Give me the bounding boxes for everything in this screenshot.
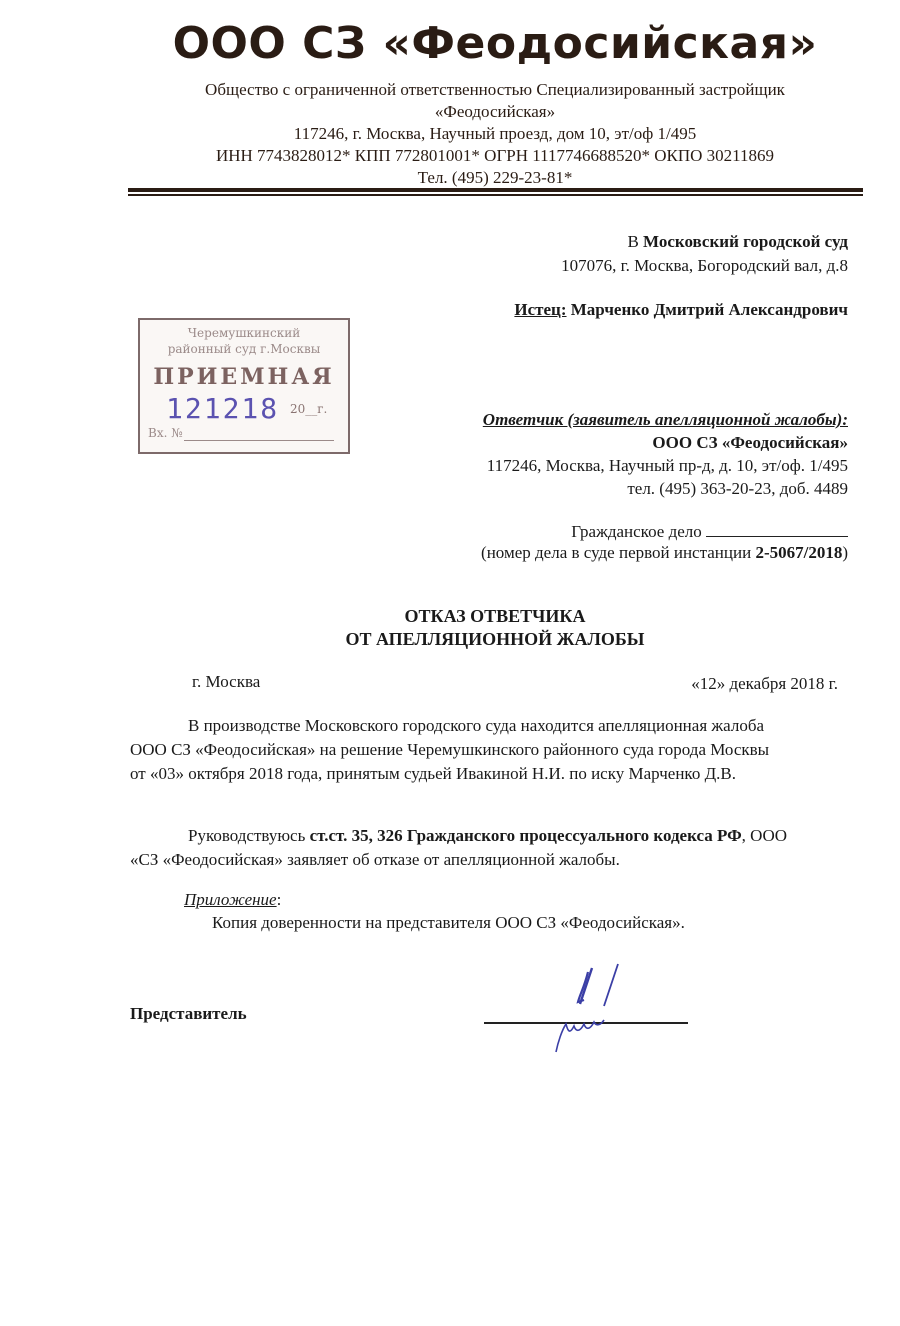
stamp-year: 20__г. [290,402,328,416]
attachment-colon: : [276,890,282,909]
paragraph-2 [130,824,848,872]
document-title-line1: ОТКАЗ ОТВЕТЧИКА [404,606,586,626]
handwritten-signature-icon [540,960,650,1056]
stamp-title: ПРИЕМНАЯ [153,364,335,390]
company-title: ООО СЗ «Феодосийская» [172,18,818,69]
letterhead-divider-thin [128,194,863,196]
addressee-court-name: Московский городской суд [643,232,848,251]
paragraph-1 [130,714,848,786]
first-instance-case [481,543,848,563]
first-instance-prefix: (номер дела в суде первой инстанции [481,543,752,562]
case-number-line [571,520,848,542]
defendant-phone: тел. (495) 363-20-23, доб. 4489 [627,479,848,498]
paragraph-2-prefix: Руководствуюсь [188,826,306,845]
defendant-name: ООО СЗ «Феодосийская» [652,433,848,452]
defendant-label: Ответчик (заявитель апелляционной жалобы): [482,410,848,429]
plaintiff-name: Марченко Дмитрий Александрович [570,300,848,319]
paragraph-2-line2: «СЗ «Феодосийская» заявляет об отказе от апелляционной жалобы. [130,850,620,869]
attachment-label: Приложение [184,890,277,909]
first-instance-number: 2-5067/2018 [755,543,843,562]
plaintiff-block [514,300,848,320]
paragraph-1-line3: от «03» октября 2018 года, принятым судьей Ивакиной Н.И. по иску Марченко Д.В. [130,764,737,783]
document-title-line2: ОТ АПЕЛЛЯЦИОННОЙ ЖАЛОБЫ [345,629,645,649]
company-address: 117246, г. Москва, Научный проезд, дом 10, эт/оф 1/495 [293,124,697,143]
document-city: г. Москва [192,672,261,691]
stamp-incoming-label: Вх. № [148,426,183,440]
plaintiff-label: Истец: [514,300,567,319]
addressee-court-address: 107076, г. Москва, Богородский вал, д.8 [561,256,848,275]
document-date: «12» декабря 2018 г. [691,674,838,693]
paragraph-1-line2: ООО СЗ «Феодосийская» на решение Черемушкинского районного суда города Москвы [130,740,770,759]
reception-stamp [138,318,350,454]
paragraph-2-line1 [130,824,848,848]
first-instance-suffix: ) [842,543,848,562]
defendant-address: 117246, Москва, Научный пр-д, д. 10, эт/оф. 1/495 [486,456,848,475]
stamp-incoming-line [184,440,334,441]
letterhead-divider-thick [128,188,863,192]
paragraph-2-articles: ст.ст. 35, 326 Гражданского процессуального кодекса РФ [309,826,742,845]
attachment-heading [184,890,281,910]
paragraph-1-line1: В производстве Московского городского суда находится апелляционная жалоба [188,716,765,735]
stamp-court-line2: районный суд г.Москвы [167,342,321,356]
stamp-court-line1: Черемушкинский [187,326,301,340]
addressee-prefix: В [627,232,639,251]
company-phone: Тел. (495) 229-23-81* [417,168,573,187]
case-label: Гражданское дело [571,522,702,541]
company-requisites: ИНН 7743828012* КПП 772801001* ОГРН 1117746688520* ОКПО 30211869 [215,146,775,165]
addressee-court [627,232,848,252]
paragraph-2-suffix: , ООО [741,826,788,845]
case-number-blank [706,520,848,537]
company-full-name-line2: «Феодосийская» [434,102,556,121]
attachment-item: Копия доверенности на представителя ООО СЗ «Феодосийская». [212,913,685,932]
company-full-name-line1: Общество с ограниченной ответственностью Специализированный застройщик [205,80,785,99]
stamp-date: 121218 [166,392,280,425]
signature-label: Представитель [130,1004,247,1023]
